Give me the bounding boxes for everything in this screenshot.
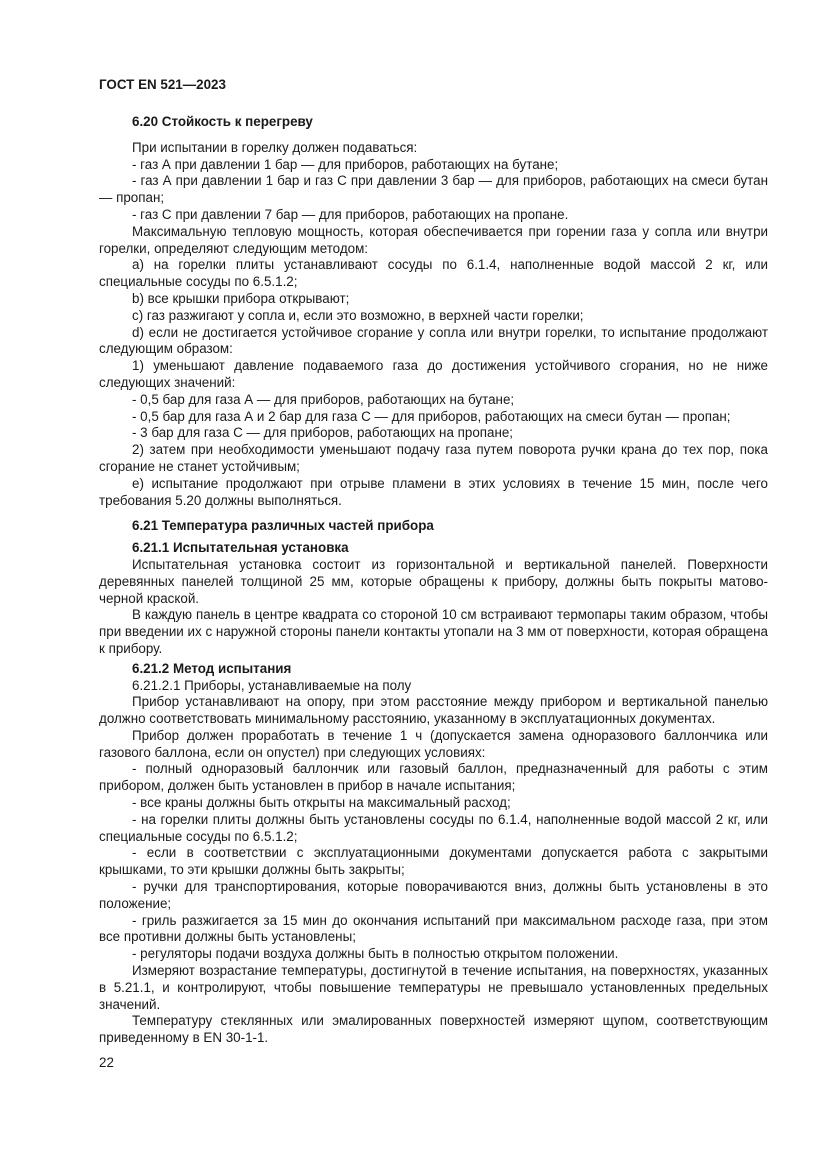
subsection-heading-6-21-2: 6.21.2 Метод испытания	[132, 660, 292, 676]
list-item: - на горелки плиты должны быть установлены сосуды по 6.1.4, наполненные водой массой 2 кг, или специальные сосуды по 6.5.1.2;	[99, 811, 768, 844]
subsection-heading-6-21-1: 6.21.1 Испытательная установка	[132, 540, 349, 556]
list-item: - все краны должны быть открыты на максимальный расход;	[132, 795, 511, 811]
list-item: - полный одноразовый баллончик или газовый баллон, предназначенный для работы с этим прибором, должен быть установлен в прибор в начале испытания;	[99, 761, 768, 794]
list-item: - гриль разжигается за 15 мин до окончания испытаний при максимальном расходе газа, при этом все противни должны быть установлены;	[99, 912, 768, 945]
section-heading-6-20: 6.20 Стойкость к перегреву	[132, 114, 313, 129]
list-item: - газ А при давлении 1 бар — для приборов, работающих на бутане;	[132, 156, 559, 172]
list-item: - ручки для транспортирования, которые поворачиваются вниз, должны быть установлены в это положение;	[99, 879, 768, 911]
list-item: b) все крышки прибора открывают;	[132, 290, 350, 306]
paragraph: Температуру стеклянных или эмалированных поверхностей измеряют щупом, соответствующим приведенному в EN 30-1-1.	[99, 1013, 768, 1046]
paragraph: При испытании в горелку должен подаваться:	[132, 139, 418, 155]
document-header: ГОСТ EN 521—2023	[99, 77, 226, 92]
list-item: 1) уменьшают давление подаваемого газа до достижения устойчивого сгорания, но не ниже следующих значений:	[99, 358, 768, 390]
document-body	[99, 114, 768, 1047]
paragraph: Прибор должен проработать в течение 1 ч (допускается замена одноразового баллончика или газового баллона, если он опустел) при следующих условиях:	[99, 727, 768, 760]
clause-title: 6.21.2.1 Приборы, устанавливаемые на полу	[132, 677, 412, 693]
list-item: - 0,5 бар для газа А и 2 бар для газа С — для приборов, работающих на смеси бутан — пропан;	[132, 408, 731, 424]
list-item: а) на горелки плиты устанавливают сосуды по 6.1.4, наполненные водой массой 2 кг, или специальные сосуды по 6.5.1.2;	[99, 257, 768, 290]
list-item: c) газ разжигают у сопла и, если это возможно, в верхней части горелки;	[132, 307, 584, 323]
page-number: 22	[99, 1055, 114, 1070]
paragraph: Измеряют возрастание температуры, достигнутой в течение испытания, на поверхностях, указанных в 5.21.1, и контролируют, чтобы повышение температуры не превышало установленных предельных значений.	[99, 963, 768, 1012]
list-item: d) если не достигается устойчивое сгорание у сопла или внутри горелки, то испытание продолжают следующим образом:	[99, 324, 768, 357]
list-item: 2) затем при необходимости уменьшают подачу газа путем поворота ручки крана до тех пор, пока сгорание не станет устойчивым;	[99, 442, 768, 474]
section-heading-6-21: 6.21 Температура различных частей прибора	[132, 518, 434, 534]
list-item: - 0,5 бар для газа А — для приборов, работающих на бутане;	[132, 391, 515, 407]
list-item: - 3 бар для газа С — для приборов, работающих на пропане;	[132, 425, 514, 441]
paragraph: Испытательная установка состоит из горизонтальной и вертикальной панелей. Поверхности деревянных панелей толщиной 25 мм, которые обращены к прибору, должны быть покрыты матово-черной краской.	[99, 556, 768, 606]
paragraph: Максимальную тепловую мощность, которая обеспечивается при горении газа у сопла или внутри горелки, определяют следующим методом:	[99, 223, 768, 256]
paragraph: Прибор устанавливают на опору, при этом расстояние между прибором и вертикальной панелью должно соответствовать минимальному расстоянию, указанному в эксплуатационных документах.	[99, 694, 768, 727]
list-item: - если в соответствии с эксплуатационными документами допускается работа с закрытыми крышками, то эти крышки должны быть закрыты;	[99, 845, 768, 878]
list-item: - газ А при давлении 1 бар и газ С при давлении 3 бар — для приборов, работающих на смеси бутан — пропан;	[99, 173, 768, 206]
list-item: - регуляторы подачи воздуха должны быть в полностью открытом положении.	[132, 946, 619, 962]
paragraph: В каждую панель в центре квадрата со стороной 10 см встраивают термопары таким образом, чтобы при введении их с наружной стороны панели контакты утопали на 3 мм от поверхности, которая обращена к прибору.	[99, 607, 768, 656]
list-item: e) испытание продолжают при отрыве пламени в этих условиях в течение 15 мин, после чего требования 5.20 должны выполняться.	[99, 475, 768, 508]
list-item: - газ С при давлении 7 бар — для приборов, работающих на пропане.	[132, 206, 569, 222]
